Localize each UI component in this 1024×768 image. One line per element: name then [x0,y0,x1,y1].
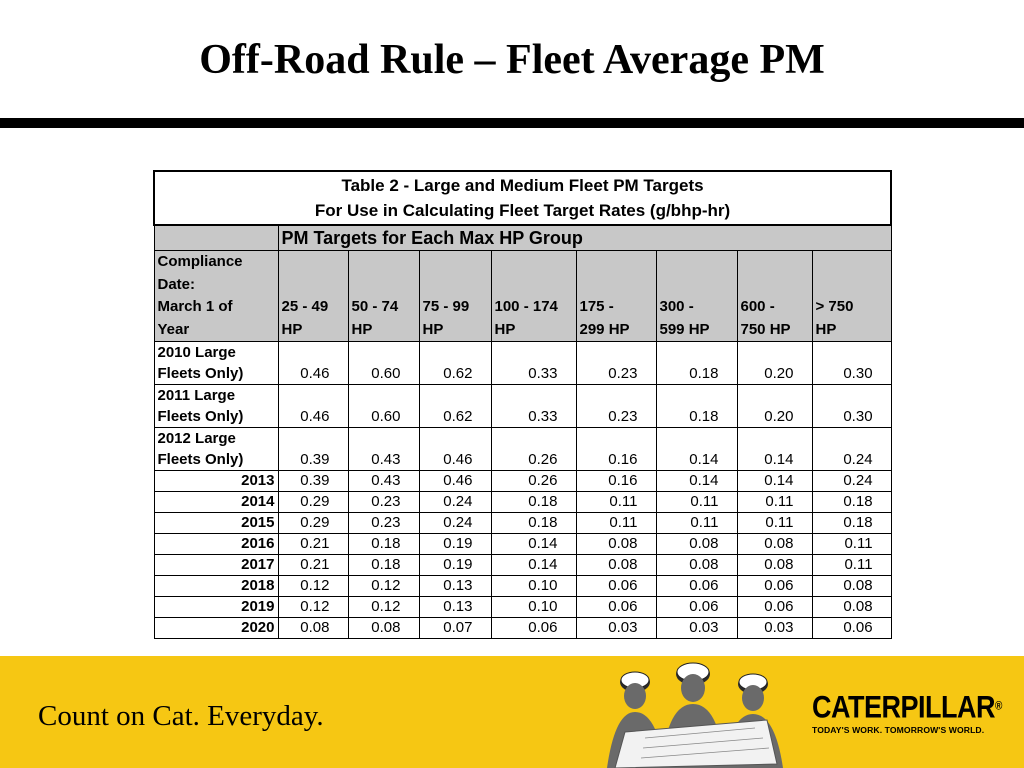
table-cell: 0.08 [656,555,737,576]
table-row [154,471,891,492]
table-cell: 0.08 [812,576,891,597]
group-header-blank [154,225,278,251]
table-cell: 0.24 [419,492,491,513]
table-cell: 0.12 [278,597,348,618]
column-header-line: 300 - [659,298,694,315]
table-cell: 0.16 [576,471,656,492]
table-cell: 0.14 [656,471,737,492]
table-cell: 0.03 [576,618,656,639]
table-cell: 0.12 [348,576,419,597]
row-label-line: 2015 [241,514,275,531]
table-caption-row [154,171,891,225]
table-cell: 0.08 [348,618,419,639]
table-row [154,555,891,576]
table-cell: 0.29 [278,513,348,534]
table-cell: 0.08 [656,534,737,555]
row-label-line: Fleets Only) [157,365,244,382]
table-cell: 0.08 [812,597,891,618]
column-header [812,251,891,342]
table-cell: 0.18 [812,513,891,534]
column-header-line: 600 - [740,298,775,315]
row-label [154,513,278,534]
workers-photo-icon [585,660,800,768]
table-cell: 0.43 [348,471,419,492]
footer-band [0,656,1024,768]
table-cell: 0.18 [348,555,419,576]
row-label-line: 2012 Large [157,430,236,447]
table-row [154,428,891,471]
table-cell: 0.19 [419,534,491,555]
table-cell: 0.06 [737,597,812,618]
table-cell: 0.07 [419,618,491,639]
logo-word: CATERPILLAR [812,689,995,725]
table-row [154,492,891,513]
table-row [154,385,891,428]
table-cell: 0.21 [278,534,348,555]
row-label-line: Fleets Only) [157,408,244,425]
column-header-line: HP [494,320,516,338]
table-cell: 0.60 [348,342,419,385]
pm-targets-table-container [153,170,890,639]
column-header [656,251,737,342]
table-cell: 0.14 [737,428,812,471]
slide-title: Off-Road Rule – Fleet Average PM [199,37,825,83]
row-header-line: March 1 of [157,298,233,315]
column-header-line: HP [422,320,444,338]
table-cell: 0.20 [737,342,812,385]
row-label-line: 2017 [241,556,275,573]
table-cell: 0.11 [812,555,891,576]
table-cell: 0.23 [348,513,419,534]
column-header-line: 75 - 99 [422,298,470,315]
table-cell: 0.23 [348,492,419,513]
table-cell: 0.03 [656,618,737,639]
row-label-line: 2011 Large [157,387,236,404]
column-header [576,251,656,342]
row-label-line: Fleets Only) [157,451,244,468]
table-cell: 0.23 [576,342,656,385]
table-cell: 0.08 [278,618,348,639]
table-cell: 0.06 [737,576,812,597]
row-label [154,492,278,513]
table-cell: 0.46 [419,471,491,492]
table-cell: 0.33 [491,342,576,385]
table-cell: 0.29 [278,492,348,513]
table-caption [154,171,891,225]
column-header-line: 750 HP [740,320,791,338]
row-label [154,471,278,492]
group-header-row [154,225,891,251]
table-cell: 0.18 [812,492,891,513]
logo-registered-mark: ® [995,700,1002,713]
column-header [491,251,576,342]
table-cell: 0.18 [491,513,576,534]
table-row [154,513,891,534]
table-cell: 0.06 [656,597,737,618]
column-header-line: 25 - 49 [281,298,329,315]
row-label [154,618,278,639]
table-cell: 0.11 [576,492,656,513]
column-header-line: HP [815,320,837,338]
row-label [154,597,278,618]
row-label [154,576,278,597]
table-cell: 0.24 [419,513,491,534]
table-cell: 0.19 [419,555,491,576]
column-header [348,251,419,342]
table-cell: 0.26 [491,471,576,492]
column-header-line: HP [351,320,373,338]
table-cell: 0.46 [419,428,491,471]
table-row [154,597,891,618]
row-header-line: Year [157,320,190,338]
table-cell: 0.18 [656,385,737,428]
table-cell: 0.60 [348,385,419,428]
table-row [154,618,891,639]
table-cell: 0.39 [278,471,348,492]
column-header-row [154,251,891,342]
table-cell: 0.14 [656,428,737,471]
table-caption-line-1: Table 2 - Large and Medium Fleet PM Targets [341,176,704,195]
row-label-line: 2013 [241,472,275,489]
caterpillar-logo [812,689,1002,741]
column-header-line: 100 - 174 [494,298,558,315]
table-cell: 0.46 [278,342,348,385]
group-header: PM Targets for Each Max HP Group [278,225,891,251]
logo-slogan: TODAY'S WORK. TOMORROW'S WORLD. [812,725,985,735]
table-caption-line-2: For Use in Calculating Fleet Target Rates (g/bhp-hr) [314,201,731,220]
row-label [154,555,278,576]
table-cell: 0.03 [737,618,812,639]
table-cell: 0.08 [737,555,812,576]
table-cell: 0.30 [812,385,891,428]
table-cell: 0.20 [737,385,812,428]
table-cell: 0.14 [491,555,576,576]
table-cell: 0.21 [278,555,348,576]
table-cell: 0.46 [278,385,348,428]
table-cell: 0.24 [812,428,891,471]
logo-wordmark [812,689,1002,725]
table-cell: 0.08 [576,534,656,555]
table-cell: 0.14 [491,534,576,555]
table-cell: 0.11 [737,492,812,513]
table-cell: 0.13 [419,597,491,618]
table-cell: 0.24 [812,471,891,492]
row-label-line: 2014 [241,493,275,510]
column-header [419,251,491,342]
row-label [154,534,278,555]
table-cell: 0.12 [348,597,419,618]
table-cell: 0.06 [491,618,576,639]
row-label [154,342,278,385]
table-cell: 0.06 [576,576,656,597]
column-header-line: 599 HP [659,320,710,338]
table-cell: 0.12 [278,576,348,597]
column-header-line: 175 - [579,298,614,315]
table-row [154,342,891,385]
column-header-line: 50 - 74 [351,298,399,315]
table-cell: 0.11 [812,534,891,555]
title-divider [0,118,1024,128]
row-header-line: Date: [157,275,196,293]
table-cell: 0.18 [656,342,737,385]
row-label-line: 2020 [241,619,275,636]
table-cell: 0.06 [812,618,891,639]
row-label-line: 2016 [241,535,275,552]
table-cell: 0.62 [419,385,491,428]
table-cell: 0.11 [656,492,737,513]
row-label-line: 2010 Large [157,344,236,361]
row-header-line: Compliance [157,253,243,270]
table-row [154,576,891,597]
row-label [154,428,278,471]
table-cell: 0.39 [278,428,348,471]
column-header [278,251,348,342]
table-cell: 0.06 [656,576,737,597]
table-cell: 0.10 [491,576,576,597]
table-cell: 0.11 [576,513,656,534]
table-cell: 0.30 [812,342,891,385]
column-header-line: > 750 [815,298,854,315]
table-cell: 0.11 [737,513,812,534]
table-cell: 0.13 [419,576,491,597]
table-cell: 0.43 [348,428,419,471]
table-cell: 0.08 [576,555,656,576]
table-cell: 0.26 [491,428,576,471]
pm-targets-table [153,170,892,639]
table-cell: 0.11 [656,513,737,534]
table-cell: 0.06 [576,597,656,618]
table-cell: 0.18 [491,492,576,513]
table-row [154,534,891,555]
table-cell: 0.10 [491,597,576,618]
column-header-line: HP [281,320,303,338]
footer-tagline: Count on Cat. Everyday. [38,700,324,732]
row-label [154,385,278,428]
table-cell: 0.08 [737,534,812,555]
table-cell: 0.23 [576,385,656,428]
table-cell: 0.16 [576,428,656,471]
table-cell: 0.62 [419,342,491,385]
table-cell: 0.14 [737,471,812,492]
table-cell: 0.18 [348,534,419,555]
table-cell: 0.33 [491,385,576,428]
row-label-line: 2018 [241,577,275,594]
row-header-cell [154,251,278,342]
column-header [737,251,812,342]
column-header-line: 299 HP [579,320,630,338]
row-label-line: 2019 [241,598,275,615]
